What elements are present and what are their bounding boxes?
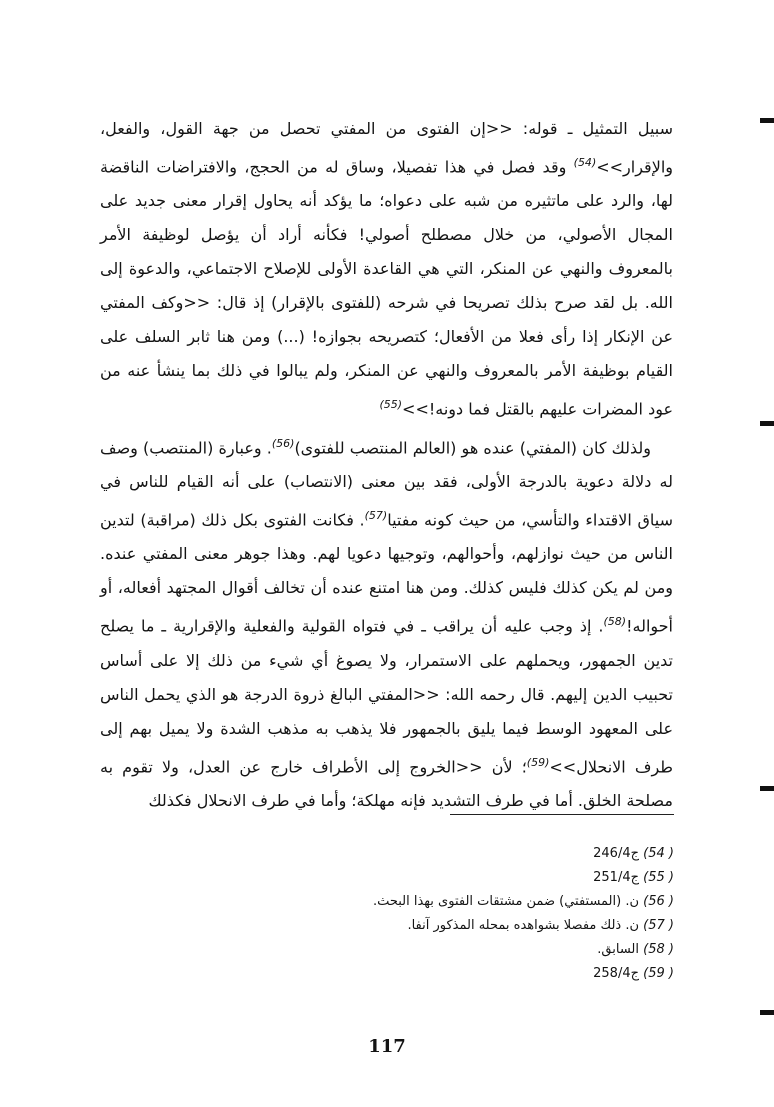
paragraph-1 bbox=[100, 112, 673, 427]
footnote-text: 258/4 bbox=[593, 966, 631, 981]
footnote-item bbox=[254, 890, 674, 914]
footnote-text: السابق. bbox=[597, 942, 640, 957]
edge-mark bbox=[760, 1010, 774, 1015]
footnote-number: ( 54) bbox=[643, 846, 674, 861]
footnote-volume: ج bbox=[630, 870, 640, 885]
footnote-volume: ج bbox=[630, 966, 640, 981]
page-number: 117 bbox=[368, 1036, 406, 1057]
footnote-separator bbox=[450, 814, 674, 815]
footnote-ref-59: (59) bbox=[526, 755, 550, 769]
p1-line: على القيام بوظيفة الأمر بالمعروف والنهي عن المنكر، ولم يبالوا في ذلك بما ينشأ عنه bbox=[100, 327, 673, 381]
footnote-item bbox=[254, 842, 674, 866]
footnote-ref-56: (56) bbox=[271, 436, 295, 450]
footnote-ref-58: (58) bbox=[603, 615, 627, 629]
p1-line: من عود المضرات عليهم بالقتل فما دونه!>> bbox=[100, 361, 673, 419]
footnote-item bbox=[254, 914, 674, 938]
p2-text: ؛ لأن <<الخروج إلى الأطراف خارج عن العدل، ولا تقوم به مصلحة الخلق. أما في طرف التشديد فإنه مهلكة؛ وأما في طرف الانحلال فكذلك bbox=[100, 756, 673, 810]
main-text bbox=[100, 112, 673, 818]
footnote-item bbox=[254, 962, 674, 986]
footnote-text: 246/4 bbox=[593, 846, 631, 861]
p1-line: والإقرار>> bbox=[596, 157, 673, 177]
p1-line: الله. بل لقد صرح بذلك تصريحا في شرحه (للفتوى بالإقرار) إذ قال: <<وكف المفتي bbox=[100, 293, 673, 313]
footnote-text: ن. ذلك مفصلا بشواهده بمحله المذكور آنفا. bbox=[407, 918, 640, 933]
p1-line: سبيل التمثيل ـ قوله: <<إن الفتوى من المفتي تحصل من جهة القول، والفعل، bbox=[100, 119, 673, 138]
p1-line: وقد فصل في هذا تفصيلا، وساق له من الحجج، والافتراضات الناقضة bbox=[100, 157, 567, 177]
footnote-volume: ج bbox=[630, 846, 640, 861]
footnote-ref-54: (54) bbox=[573, 156, 597, 169]
footnote-ref-57: (57) bbox=[364, 508, 388, 522]
footnote-item bbox=[254, 938, 674, 962]
footnote-number: ( 59) bbox=[643, 966, 674, 981]
p1-line: لها، والرد على ماتثيره من شبه على دعواه؛ ما يؤكد أنه يحاول إقرار معنى جديد على bbox=[100, 191, 673, 211]
p2-text: ولذلك كان (المفتي) عنده هو (العالم المنتصب للفتوى) bbox=[294, 437, 651, 457]
p1-line: المجال الأصولي، من خلال مصطلح أصولي! فكأنه أراد أن يؤصل لوظيفة الأمر bbox=[100, 225, 673, 245]
footnote-text: ن. (المستفتي) ضمن مشتقات الفتوى بهذا البحث. bbox=[372, 894, 640, 909]
footnotes bbox=[254, 842, 674, 986]
p1-line: بالمعروف والنهي عن المنكر، التي هي القاعدة الأولى للإصلاح الاجتماعي، والدعوة إلى bbox=[100, 259, 673, 279]
footnote-text: 251/4 bbox=[593, 870, 631, 885]
edge-mark bbox=[760, 118, 774, 123]
p2-text: . إذ وجب عليه أن يراقب ـ في فتواه القولية والفعلية والإقرارية ـ ما يصلح تدين الجمهور، ويحملهم على الاستمرار، ولا يصوغ أي شيء من ذلك إلا على أساس تحبيب الدين إليهم. قال رحمه الله: <<المفتي البالغ ذروة الدرجة هو الذي يحمل الناس على المعهود الوسط فيما يليق بالجمهور فلا يذهب به مذهب الشدة ولا يميل بهم إلى طرف الانحلال>> bbox=[100, 616, 674, 776]
footnote-item bbox=[254, 866, 674, 890]
footnote-number: ( 56) bbox=[643, 894, 674, 909]
p2-text: . وعبارة (المنتصب) وصف له دلالة دعوية بالدرجة الأولى، فقد بين معنى (الانتصاب) على أنه القيام للناس في سياق الاقتداء والتأسي، من حيث كونه مفتيا bbox=[100, 437, 673, 530]
footnote-number: ( 55) bbox=[643, 870, 674, 885]
footnote-ref-55: (55) bbox=[379, 398, 403, 412]
footnote-number: ( 57) bbox=[643, 918, 674, 933]
footnote-number: ( 58) bbox=[643, 942, 674, 957]
edge-mark bbox=[760, 421, 774, 426]
edge-mark bbox=[760, 786, 774, 791]
paragraph-2 bbox=[100, 427, 673, 818]
p2-text: . فكانت الفتوى بكل ذلك (مراقبة) لتدين الناس من حيث نوازلهم، وأحوالهم، وتوجيها دعويا لهم. وهذا جوهر معنى المفتي عنده. ومن لم يكن كذلك فليس كذلك. ومن هنا امتنع عنده أن تخالف أقوال المجتهد أفعاله، أو أحواله! bbox=[100, 510, 673, 636]
p1-line: عن الإنكار إذا رأى فعلا من الأفعال؛ كتصريحه بجوازه! (...) ومن هنا ثابر السلف bbox=[135, 327, 673, 347]
